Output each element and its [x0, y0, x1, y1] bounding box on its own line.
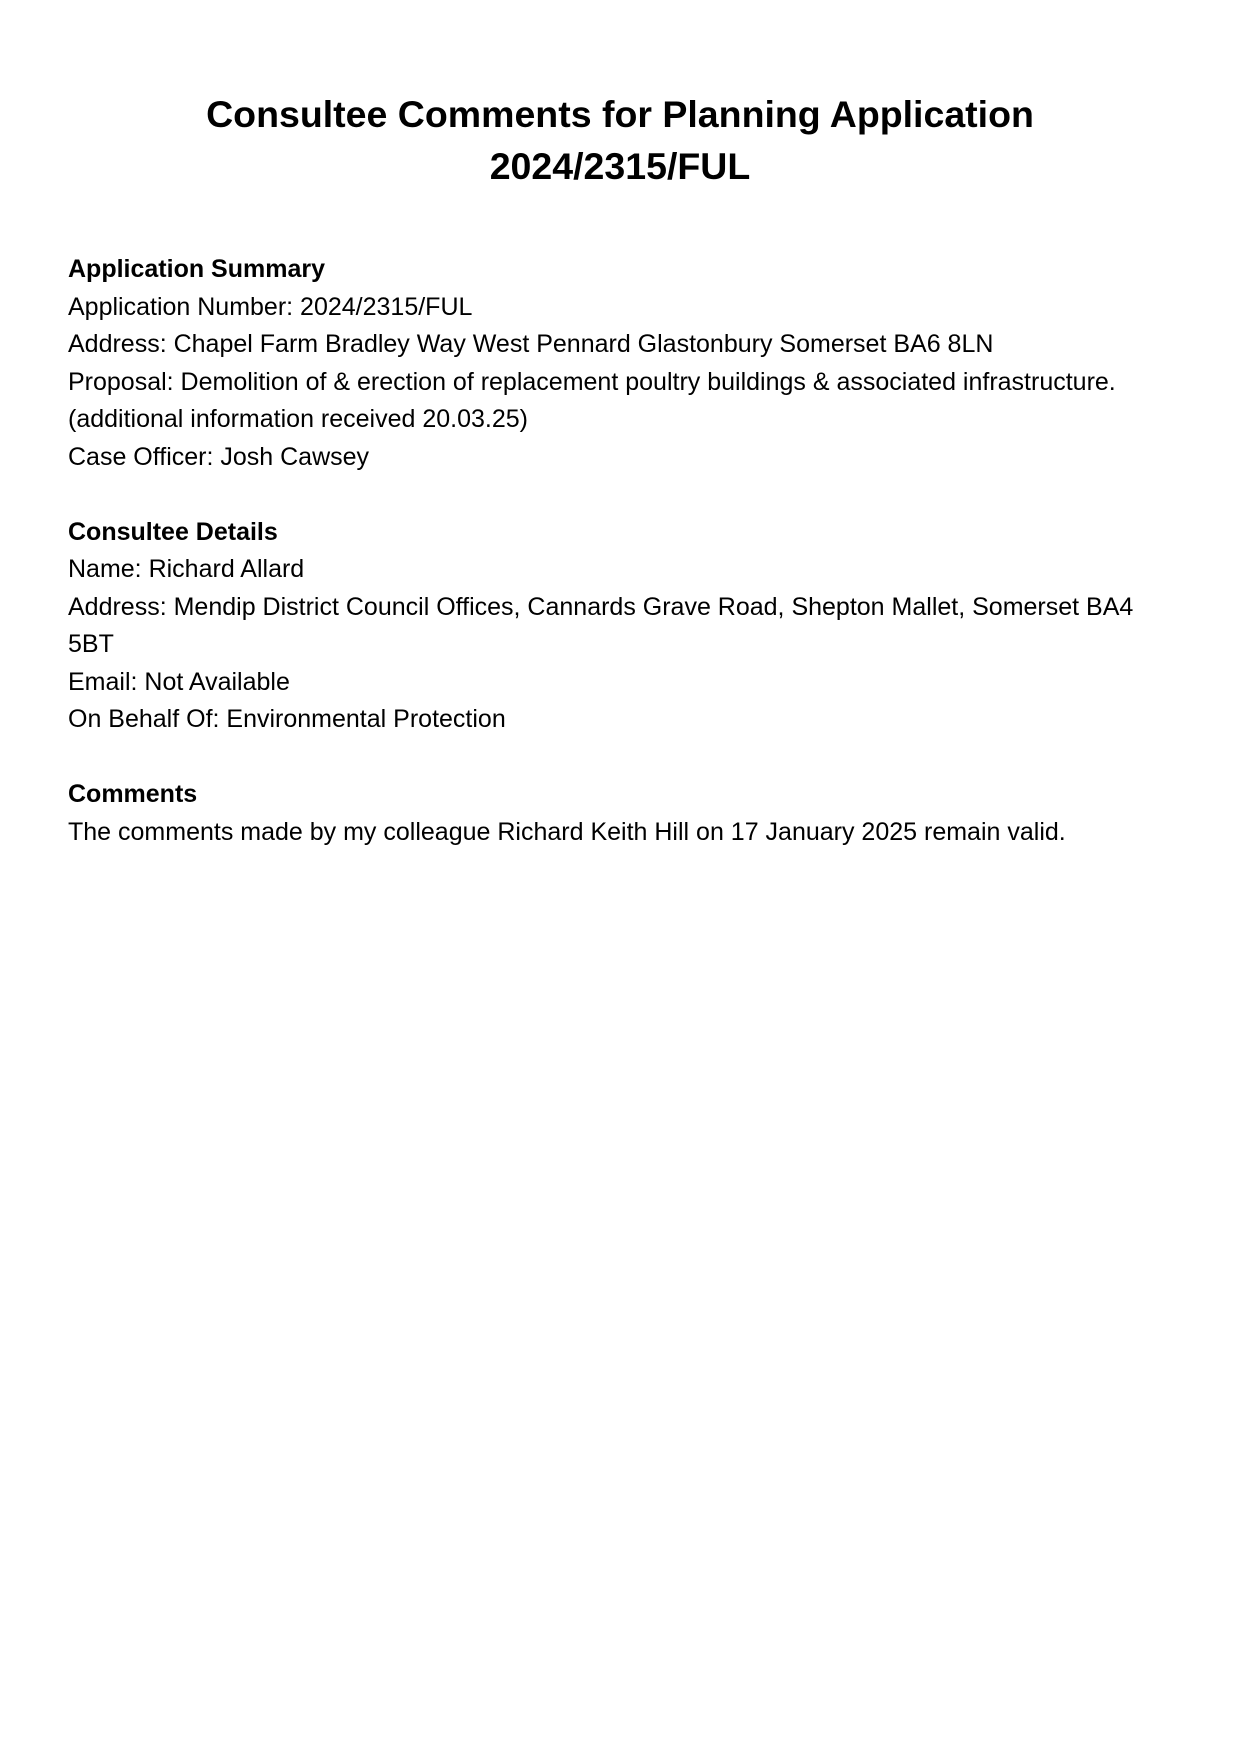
- title-line-2: 2024/2315/FUL: [489, 145, 751, 187]
- section-consultee-details: [68, 514, 1148, 739]
- comments-heading: Comments: [68, 780, 198, 808]
- comments-text-line: The comments made by my colleague Richard Keith Hill on 17 January 2025 remain valid.: [68, 817, 1066, 846]
- application-address-line: Address: Chapel Farm Bradley Way West Pennard Glastonbury Somerset BA6 8LN: [68, 330, 994, 358]
- section-application-summary: [68, 251, 1148, 476]
- title-line-1: Consultee Comments for Planning Application: [206, 93, 1034, 135]
- section-comments: [68, 776, 1148, 851]
- consultee-address-line: Address: Mendip District Council Offices, Cannards Grave Road, Shepton Mallet, Somerset BA4 5BT: [68, 592, 1134, 658]
- document-body: [68, 251, 1148, 851]
- consultee-on-behalf-of-line: On Behalf Of: Environmental Protection: [68, 705, 506, 733]
- application-number-line: Application Number: 2024/2315/FUL: [68, 292, 473, 321]
- consultee-email-line: Email: Not Available: [68, 667, 290, 696]
- consultee-details-heading: Consultee Details: [68, 517, 278, 546]
- consultee-name-line: Name: Richard Allard: [68, 555, 305, 583]
- application-summary-heading: Application Summary: [68, 255, 325, 283]
- case-officer-line: Case Officer: Josh Cawsey: [68, 442, 370, 471]
- application-proposal-line: Proposal: Demolition of & erection of replacement poultry buildings & associated infrastructure. (additional information received 20.03.25): [68, 367, 1116, 433]
- document-title: [0, 88, 1240, 192]
